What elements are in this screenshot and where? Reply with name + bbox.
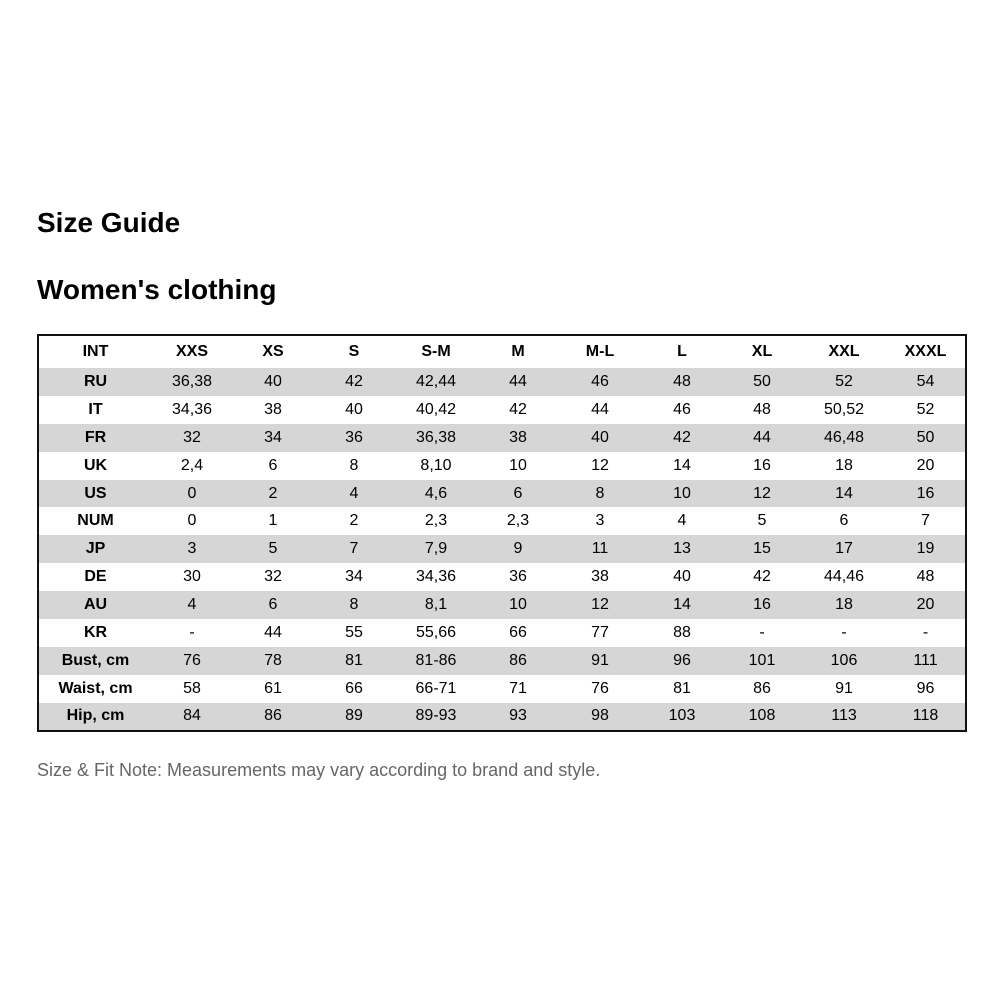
table-cell: 10 bbox=[509, 456, 527, 474]
column-header: XXXL bbox=[904, 343, 947, 360]
table-cell: - bbox=[759, 623, 765, 641]
table-cell: 96 bbox=[673, 651, 691, 669]
row-label: Hip, cm bbox=[66, 707, 125, 725]
table-cell: 46 bbox=[673, 400, 691, 418]
table-row bbox=[38, 675, 966, 703]
table-cell: 91 bbox=[591, 651, 609, 669]
row-label: Bust, cm bbox=[61, 651, 130, 669]
table-cell: 15 bbox=[753, 540, 771, 558]
table-cell: 4,6 bbox=[424, 484, 448, 502]
table-cell: 36 bbox=[509, 568, 527, 586]
table-cell: 108 bbox=[748, 707, 776, 725]
table-cell: 96 bbox=[916, 679, 935, 697]
table-cell: 0 bbox=[187, 512, 197, 530]
table-cell: 42 bbox=[673, 428, 691, 446]
table-cell: 17 bbox=[835, 540, 853, 558]
table-cell: 44 bbox=[264, 623, 282, 641]
section-title: Women's clothing bbox=[37, 274, 277, 305]
table-cell: 91 bbox=[835, 679, 853, 697]
table-cell: 106 bbox=[830, 651, 858, 669]
table-cell: 36,38 bbox=[415, 428, 457, 446]
table-cell: 88 bbox=[673, 623, 691, 641]
table-cell: 44 bbox=[753, 428, 771, 446]
table-cell: 66-71 bbox=[415, 679, 457, 697]
table-cell: 44,46 bbox=[823, 568, 865, 586]
table-cell: 16 bbox=[753, 456, 771, 474]
table-cell: 7 bbox=[349, 540, 359, 558]
table-cell: 4 bbox=[677, 512, 687, 530]
row-label: US bbox=[84, 484, 107, 502]
table-cell: 14 bbox=[673, 596, 691, 614]
table-cell: 78 bbox=[264, 651, 282, 669]
column-header: XL bbox=[751, 343, 773, 360]
table-row bbox=[38, 480, 966, 508]
table-cell: 6 bbox=[513, 484, 523, 502]
table-cell: 11 bbox=[591, 540, 609, 558]
table-cell: 42 bbox=[509, 400, 527, 418]
table-cell: 66 bbox=[345, 679, 363, 697]
column-header: S-M bbox=[421, 343, 451, 360]
header-row bbox=[38, 335, 966, 368]
table-cell: 71 bbox=[509, 679, 527, 697]
table-cell: 89-93 bbox=[415, 707, 457, 725]
row-label: DE bbox=[84, 568, 107, 586]
table-cell: 42 bbox=[753, 568, 771, 586]
table-cell: 111 bbox=[913, 651, 938, 669]
column-header: XS bbox=[262, 343, 284, 360]
table-cell: 86 bbox=[264, 707, 282, 725]
table-cell: 113 bbox=[831, 707, 857, 725]
row-label: JP bbox=[85, 540, 106, 558]
table-cell: 40 bbox=[345, 400, 363, 418]
page-title: Size Guide bbox=[37, 207, 181, 238]
row-label: KR bbox=[83, 623, 108, 641]
table-cell: 103 bbox=[668, 707, 696, 725]
column-header: XXS bbox=[175, 343, 208, 360]
row-label: FR bbox=[84, 428, 107, 446]
table-row bbox=[38, 368, 966, 396]
table-cell: 7,9 bbox=[424, 540, 448, 558]
table-cell: 61 bbox=[264, 679, 282, 697]
column-header: XXL bbox=[828, 343, 860, 360]
table-cell: 12 bbox=[591, 456, 609, 474]
table-cell: 8,1 bbox=[424, 596, 448, 614]
table-cell: 4 bbox=[187, 596, 197, 614]
table-row bbox=[38, 396, 966, 424]
table-cell: 77 bbox=[591, 623, 609, 641]
table-cell: 20 bbox=[916, 456, 935, 474]
table-cell: 81 bbox=[345, 651, 363, 669]
table-cell: 52 bbox=[916, 400, 935, 418]
table-cell: 34 bbox=[345, 568, 363, 586]
table-cell: 89 bbox=[345, 707, 363, 725]
table-cell: 8,10 bbox=[420, 456, 452, 474]
table-cell: 14 bbox=[835, 484, 853, 502]
table-cell: 18 bbox=[835, 596, 853, 614]
table-cell: 36 bbox=[345, 428, 363, 446]
table-cell: 14 bbox=[673, 456, 691, 474]
table-cell: 6 bbox=[839, 512, 849, 530]
row-label: NUM bbox=[77, 512, 114, 530]
column-header: M-L bbox=[585, 343, 615, 360]
table-cell: 16 bbox=[753, 596, 771, 614]
table-cell: 13 bbox=[673, 540, 691, 558]
table-cell: 38 bbox=[591, 568, 609, 586]
table-cell: 19 bbox=[916, 540, 935, 558]
table-row bbox=[38, 452, 966, 480]
table-cell: 5 bbox=[757, 512, 767, 530]
table-row bbox=[38, 424, 966, 452]
table-cell: 44 bbox=[591, 400, 609, 418]
table-cell: 32 bbox=[183, 428, 201, 446]
table-cell: 86 bbox=[509, 651, 527, 669]
table-cell: 2 bbox=[268, 484, 278, 502]
table-cell: 20 bbox=[916, 596, 935, 614]
table-cell: 8 bbox=[349, 596, 359, 614]
table-cell: 5 bbox=[268, 540, 278, 558]
column-header: S bbox=[348, 343, 360, 360]
table-cell: 16 bbox=[916, 484, 935, 502]
table-row bbox=[38, 647, 966, 675]
table-cell: 38 bbox=[509, 428, 527, 446]
table-cell: 7 bbox=[921, 512, 930, 530]
table-cell: 48 bbox=[753, 400, 771, 418]
row-label: RU bbox=[83, 372, 108, 390]
row-label: Waist, cm bbox=[58, 679, 133, 697]
table-body bbox=[38, 368, 966, 731]
row-label: IT bbox=[88, 400, 103, 418]
table-row bbox=[38, 619, 966, 647]
table-cell: 101 bbox=[748, 651, 776, 669]
table-cell: 4 bbox=[349, 484, 359, 502]
table-cell: 2,3 bbox=[506, 512, 530, 530]
table-cell: - bbox=[841, 623, 847, 641]
table-cell: 50 bbox=[753, 372, 771, 390]
row-label: AU bbox=[83, 596, 108, 614]
table-cell: 76 bbox=[591, 679, 609, 697]
table-cell: - bbox=[189, 623, 195, 641]
table-cell: 93 bbox=[509, 707, 527, 725]
table-cell: 81 bbox=[673, 679, 691, 697]
table-row bbox=[38, 703, 966, 731]
table-cell: 84 bbox=[183, 707, 201, 725]
row-label: UK bbox=[83, 456, 108, 474]
table-cell: 66 bbox=[509, 623, 527, 641]
table-cell: 6 bbox=[268, 596, 278, 614]
table-cell: 38 bbox=[264, 400, 282, 418]
table-cell: 34,36 bbox=[171, 400, 213, 418]
table-cell: 8 bbox=[595, 484, 605, 502]
table-cell: 86 bbox=[753, 679, 771, 697]
table-cell: 55 bbox=[345, 623, 363, 641]
table-cell: 58 bbox=[183, 679, 201, 697]
table-row bbox=[38, 507, 966, 535]
table-cell: 0 bbox=[187, 484, 197, 502]
table-row bbox=[38, 591, 966, 619]
table-cell: 2,3 bbox=[424, 512, 448, 530]
header-cell-int: INT bbox=[82, 343, 109, 360]
table-cell: 40 bbox=[264, 372, 282, 390]
table-cell: 12 bbox=[591, 596, 609, 614]
table-cell: 54 bbox=[916, 372, 935, 390]
table-cell: 98 bbox=[591, 707, 609, 725]
table-cell: 2,4 bbox=[180, 456, 204, 474]
size-table bbox=[37, 334, 967, 732]
column-header: L bbox=[677, 343, 687, 360]
table-row bbox=[38, 563, 966, 591]
table-cell: 3 bbox=[595, 512, 605, 530]
table-cell: 42 bbox=[345, 372, 363, 390]
table-cell: 30 bbox=[183, 568, 201, 586]
table-cell: 18 bbox=[835, 456, 853, 474]
table-cell: 10 bbox=[673, 484, 691, 502]
table-cell: 40 bbox=[591, 428, 609, 446]
column-header: M bbox=[511, 343, 525, 360]
table-cell: 6 bbox=[268, 456, 278, 474]
table-cell: 32 bbox=[264, 568, 282, 586]
size-fit-note: Size & Fit Note: Measurements may vary according to brand and style. bbox=[37, 760, 601, 780]
table-cell: 2 bbox=[349, 512, 359, 530]
table-cell: 48 bbox=[673, 372, 691, 390]
table-cell: 40 bbox=[673, 568, 691, 586]
table-cell: 52 bbox=[835, 372, 853, 390]
table-cell: 12 bbox=[753, 484, 771, 502]
table-header bbox=[38, 335, 966, 368]
table-cell: 44 bbox=[509, 372, 527, 390]
table-cell: 55,66 bbox=[415, 623, 457, 641]
table-cell: 46 bbox=[591, 372, 609, 390]
table-cell: 36,38 bbox=[171, 372, 213, 390]
table-cell: 81-86 bbox=[415, 651, 457, 669]
table-cell: - bbox=[922, 623, 929, 641]
table-cell: 9 bbox=[513, 540, 523, 558]
table-cell: 34 bbox=[264, 428, 282, 446]
table-cell: 3 bbox=[187, 540, 197, 558]
table-cell: 48 bbox=[916, 568, 935, 586]
table-cell: 34,36 bbox=[415, 568, 457, 586]
table-cell: 40,42 bbox=[415, 400, 457, 418]
table-cell: 118 bbox=[912, 707, 939, 725]
table-cell: 50,52 bbox=[823, 400, 865, 418]
table-cell: 10 bbox=[509, 596, 527, 614]
table-cell: 1 bbox=[268, 512, 278, 530]
table-cell: 8 bbox=[349, 456, 359, 474]
table-cell: 46,48 bbox=[823, 428, 865, 446]
table-cell: 50 bbox=[916, 428, 935, 446]
table-cell: 76 bbox=[183, 651, 201, 669]
table-row bbox=[38, 535, 966, 563]
table-cell: 42,44 bbox=[415, 372, 457, 390]
